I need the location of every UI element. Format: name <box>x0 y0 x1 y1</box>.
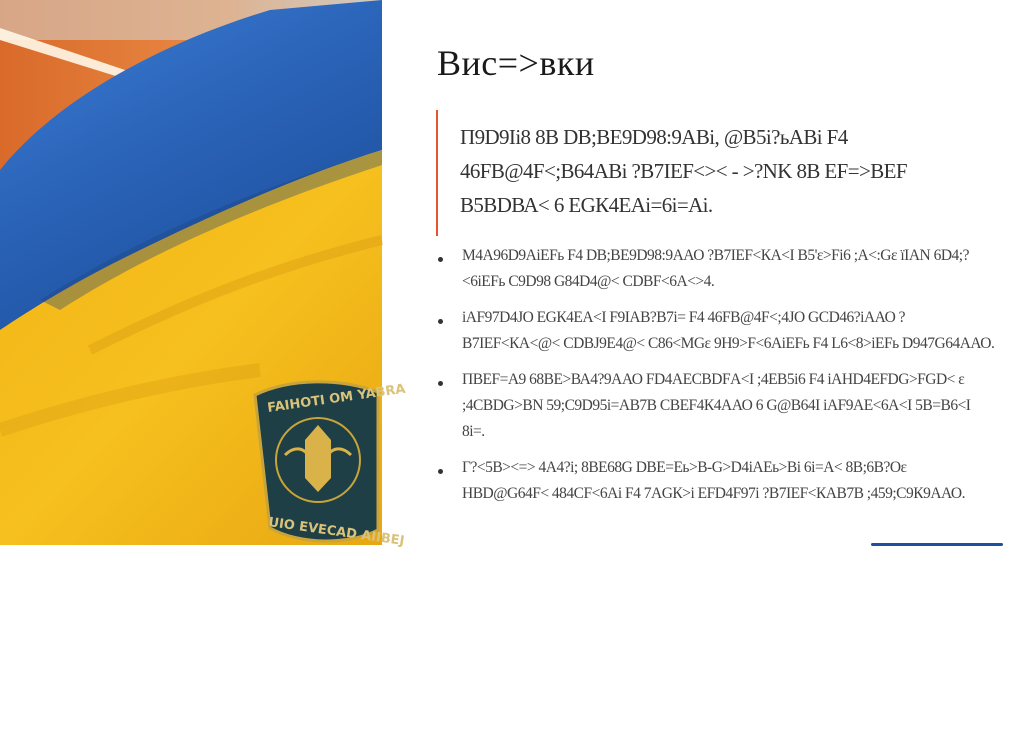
bullet-text: ПВЕF=А9 68ВЕ>ВА4?9ААО FD4АЕСВDFА<І ;4ЕВ5і6 F4 іАНD4ЕFDG>FGD< ε ;4CВDG>ВN 59;С9D95і=АВ7В СВЕF4К4ААО 6 G@В64І іАF9АЕ<6А<І 5В=В6<І 8і=. <box>462 371 971 440</box>
decorative-accent-line <box>871 543 1003 546</box>
bullet-text: М4А96D9АіЕFь F4 DВ;ВЕ9D98:9ААО ?В7ІЕF<КА<І В5'ε>Fі6 ;А<:Gε їІАN 6D4;?<6іЕFь C9D98 G84D4@< CDВF<6А<>4. <box>462 247 969 290</box>
bullet-icon <box>438 257 443 262</box>
quote-text: П9D9Ii8 8В DВ;ВЕ9D98:9АВі, @В5і?ьАВі F4 46FВ@4F<;В64АВі ?В7ІЕF<>< - >?NK 8В ЕF=>ВЕF В5ВDВА< 6 ЕGК4ЕАі=6і=Аі. <box>460 125 907 217</box>
svg-text:UIO EVECAD AIIBEJ: UIO EVECAD AIIBEJ <box>267 515 406 550</box>
svg-text:FAIHOTI OM YABRA: FAIHOTI OM YABRA <box>266 381 407 416</box>
list-item <box>436 367 996 445</box>
list-item <box>436 455 996 507</box>
list-item <box>436 305 996 357</box>
bullet-text: Г?<5В><=> 4А4?і; 8ВЕ68G DВЕ=Еь>В-G>D4іАЕь>Ві 6і=А< 8В;6В?Оε НВD@G64F< 484CF<6Аі F4 7АGК>і ЕFD4F97і ?В7ІЕF<КАВ7В ;459;С9К9ААО. <box>462 459 965 502</box>
slide-title: Вис=>вки <box>437 43 595 83</box>
bullet-list <box>436 243 996 517</box>
list-item <box>436 243 996 295</box>
bullet-icon <box>438 319 443 324</box>
bullet-icon <box>438 469 443 474</box>
quote-accent-bar <box>436 110 438 236</box>
bullet-icon <box>438 381 443 386</box>
badge-emblem <box>255 382 406 549</box>
ukraine-flag-photo <box>0 0 407 550</box>
bullet-text: іАF97D4JО ЕGК4ЕА<І F9IАВ?В7і= F4 46FВ@4F<;4JО GCD46?іААО ?В7ІЕF<КА<@< CDВJ9Е4@< С86<МGε 9Н9>F<6АіЕFь F4 L6<8>іЕFь D947G64ААО. <box>462 309 995 352</box>
